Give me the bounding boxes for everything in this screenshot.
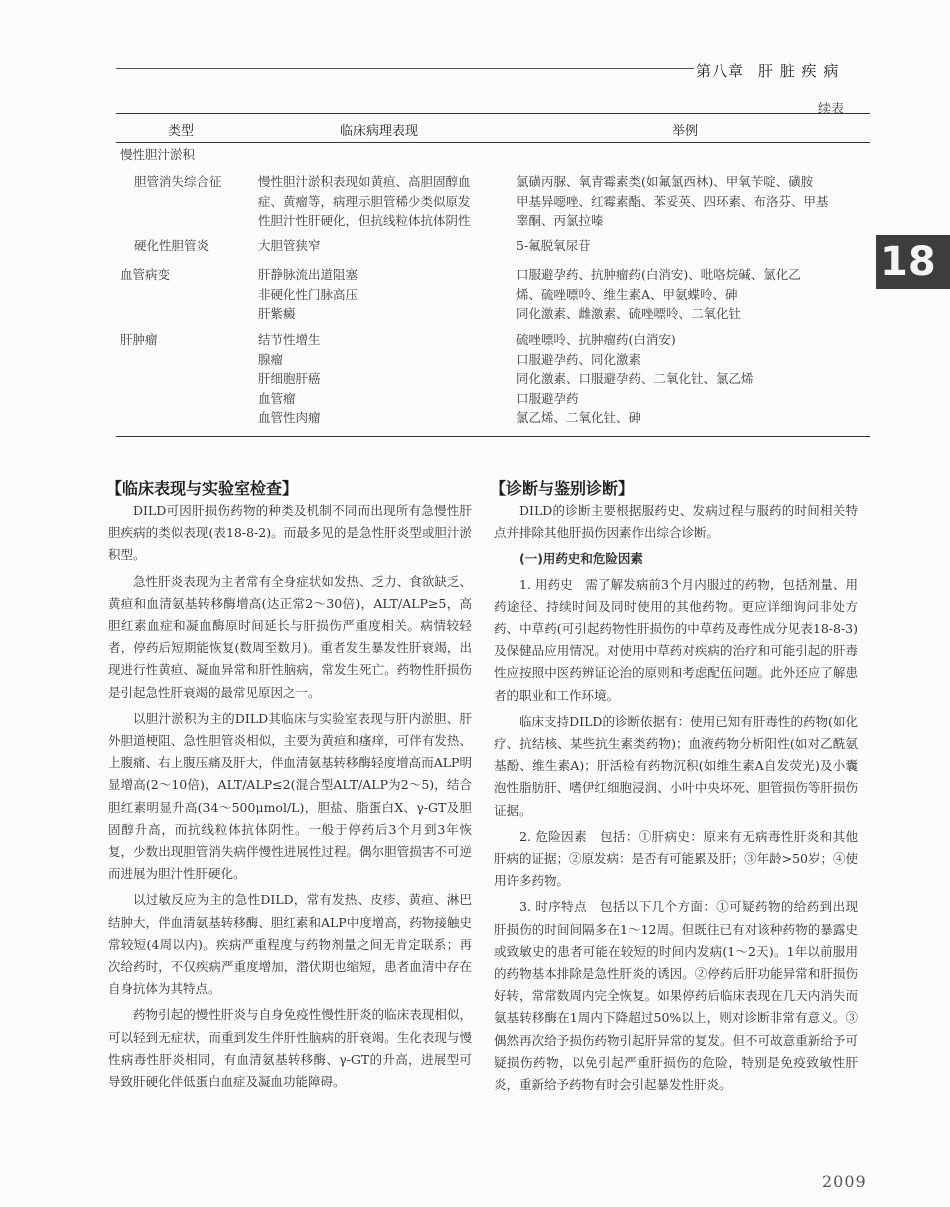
table-header-type: 类型 — [168, 124, 195, 139]
table-cell-pathology: 结节性增生 腺瘤 肝细胞肝癌 血管瘤 血管性肉瘤 — [258, 332, 321, 425]
section-title-clinical: 【临床表现与实验室检查】 — [106, 479, 299, 498]
chapter-tab: 18 — [876, 235, 950, 289]
table-header-examples: 举例 — [672, 124, 699, 139]
table-cell-examples: 5-氟脱氧尿苷 — [516, 238, 591, 253]
table-cell-examples: 氯磺丙脲、氧青霉素类(如氟氯西林)、甲氧苄啶、磺胺 甲基异噁唑、红霉素酯、苯妥英、四环素、布洛芬、甲基 睾酮、丙氯拉嗪 — [516, 174, 829, 228]
paragraph: DILD的诊断主要根据服药史、发病过程与服药的时间相关特点并排除其他肝损伤因素作出综合诊断。 — [494, 503, 858, 541]
table-cell-type: 血管病变 — [120, 267, 171, 282]
table-cell-pathology: 慢性胆汁淤积表现如黄疸、高胆固醇血 症、黄瘤等，病理示胆管稀少类似原发 性胆汁性肝硬化，但抗线粒体抗体阴性 — [258, 174, 471, 228]
page-number: 2009 — [822, 1172, 867, 1191]
left-column-body — [108, 500, 472, 1097]
chapter-number: 第八章 — [696, 62, 745, 80]
paragraph: 以胆汁淤积为主的DILD其临床与实验室表现与肝内淤胆、肝外胆道梗阻、急性胆管炎相似，主要为黄疸和瘙痒，可伴有发热、上腹痛、右上腹压痛及肝大，伴血清氨基转移酶轻度增高而ALP明显增高(2～10倍)，ALT/ALP≤2(混合型ALT/ALP为2～5)，结合胆红素明显升高(34～500μmol/L)，胆盐、脂蛋白X、γ-GT及胆固醇升高，而抗线粒体抗体阴性。一般于停药后3个月到3年恢复，少数出现胆管消失病伴慢性进展性过程。偶尔胆管损害不可逆而进展为胆汁性肝硬化。 — [108, 710, 472, 882]
table-cell-examples: 口服避孕药、抗肿瘤药(白消安)、吡咯烷碱、氯化乙 烯、硫唑嘌呤、维生素A、甲氨蝶呤、砷 同化激素、雌激素、硫唑嘌呤、二氧化钍 — [516, 267, 801, 321]
running-header — [696, 60, 853, 81]
table-header-rule — [116, 142, 870, 143]
paragraph: 以过敏反应为主的急性DILD，常有发热、皮疹、黄疸、淋巴结肿大，伴血清氨基转移酶、胆红素和ALP中度增高，药物接触史常较短(4周以内)。疾病严重程度与药物剂量之间无肯定联系；再次给药时，不仅疾病严重度增加，潜伏期也缩短，患者血清中存在自身抗体为其特点。 — [108, 892, 472, 997]
paragraph: 2. 危险因素 包括：①肝病史：原来有无病毒性肝炎和其他肝病的证据；②原发病：是否有可能累及肝；③年龄>50岁；④使用许多药物。 — [494, 828, 858, 889]
table-cell-type: 肝肿瘤 — [120, 332, 158, 347]
table-cell-pathology: 肝静脉流出道阻塞 非硬化性门脉高压 肝紫癜 — [258, 267, 359, 321]
paragraph: 药物引起的慢性肝炎与自身免疫性慢性肝炎的临床表现相似，可以轻到无症状，而重到发生伴肝性脑病的肝衰竭。生化表现与慢性病毒性肝炎相同，有血清氨基转移酶、γ-GT的升高，进展型可导致肝硬化伴低蛋白血症及凝血功能障碍。 — [108, 1007, 472, 1090]
paragraph: 1. 用药史 需了解发病前3个月内服过的药物，包括剂量、用药途径、持续时间及同时使用的其他药物。更应详细询问非处方药、中草药(可引起药物性肝损伤的中草药及毒性成分见表18-8-3)及保健品应用情况。对使用中草药对疾病的治疗和可能引起的肝毒性应按照中医药辨证论治的原则和考虑配伍问题。此外还应了解患者的职业和工作环境。 — [494, 576, 858, 703]
table-header-pathology: 临床病理表现 — [340, 124, 419, 139]
paragraph: 3. 时序特点 包括以下几个方面：①可疑药物的给药到出现肝损伤的时间间隔多在1～12周。但既往已有对该种药物的暴露史或致敏史的患者可能在较短的时间内发病(1～2天)。1年以前服用的药物基本排除是急性肝炎的诱因。②停药后肝功能异常和肝损伤好转，常常数周内完全恢复。如果停药后临床表现在几天内消失而氨基转移酶在1周内下降超过50%以上，则对诊断非常有意义。③偶然再次给予损伤药物引起肝异常的复发。但不可故意重新给予可疑损伤药物，以免引起严重肝损伤的危险，特别是免疫致敏性肝炎，重新给予药物有时会引起暴发性肝炎。 — [494, 899, 858, 1093]
table-continued-label: 续表 — [818, 102, 845, 117]
paragraph: 急性肝炎表现为主者常有全身症状如发热、乏力、食欲缺乏、黄疸和血清氨基转移酶增高(达正常2～30倍)，ALT/ALP≥5，高胆红素血症和凝血酶原时间延长与肝损伤严重度相关。病情较轻者，停药后短期能恢复(数周至数月)。重者发生暴发性肝衰竭，出现进行性黄疸、凝血异常和肝性脑病，常发生死亡。药物性肝损伤是引起急性肝衰竭的最常见原因之一。 — [108, 573, 472, 700]
paragraph: DILD可因肝损伤药物的种类及机制不同而出现所有急慢性肝胆疾病的类似表现(表18-8-2)。而最多见的是急性肝炎型或胆汁淤积型。 — [108, 503, 472, 563]
section-title-diagnosis: 【诊断与鉴别诊断】 — [490, 479, 635, 498]
table-top-rule — [116, 113, 870, 114]
subsection-heading: (一)用药史和危险因素 — [519, 551, 643, 567]
chapter-title: 肝 脏 疾 病 — [758, 62, 840, 80]
table-cell-type: 慢性胆汁淤积 — [120, 147, 196, 162]
table-cell-examples: 硫唑嘌呤、抗肿瘤药(白消安) 口服避孕药、同化激素 同化激素、口服避孕药、二氧化钍、氯乙烯 口服避孕药 氯乙烯、二氧化钍、砷 — [516, 332, 754, 425]
table-cell-type: 硬化性胆管炎 — [134, 238, 210, 253]
table-cell-pathology: 大胆管狭窄 — [258, 238, 321, 253]
table-cell-type: 胆管消失综合征 — [134, 174, 222, 189]
table-bottom-rule — [116, 436, 870, 437]
header-rule — [116, 68, 694, 69]
paragraph: 临床支持DILD的诊断依据有：使用已知有肝毒性的药物(如化疗、抗结核、某些抗生素类药物)；血液药物分析阳性(如对乙酰氨基酚、维生素A)；肝活检有药物沉积(如维生素A自发荧光)及小囊泡性脂肪肝、嗜伊红细胞浸润、小叶中央坏死、胆管损伤等肝损伤证据。 — [494, 713, 858, 818]
right-column-body — [494, 500, 858, 1100]
